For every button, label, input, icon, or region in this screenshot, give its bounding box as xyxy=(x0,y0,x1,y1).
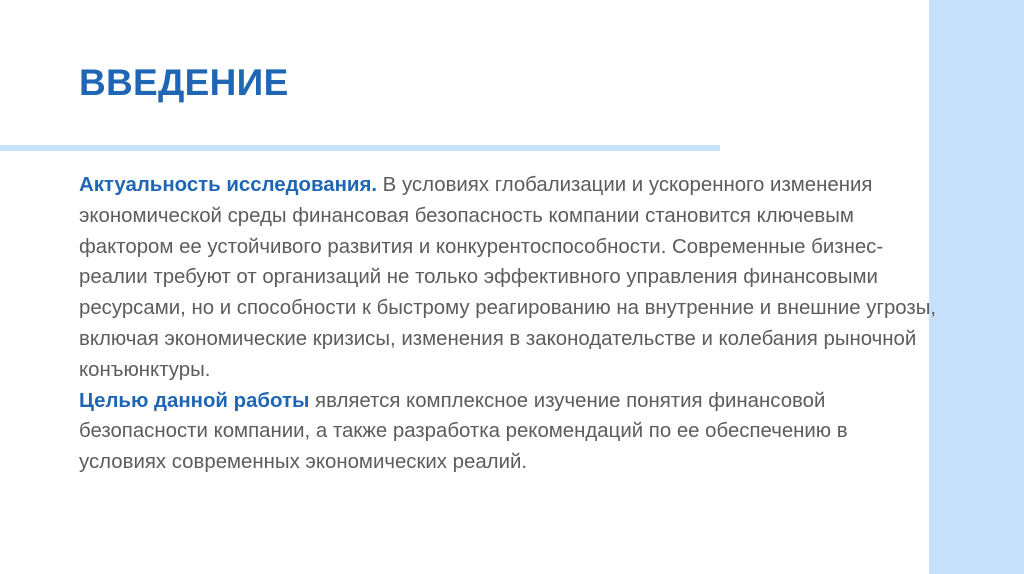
relevance-paragraph xyxy=(79,170,939,386)
relevance-heading: Актуальность исследования. xyxy=(79,174,378,196)
goal-heading: Целью данной работы xyxy=(79,389,310,412)
goal-text: является комплексное изучение понятия финансовой безопасности компании, а также разработка рекомендаций по ее обеспечению в условиях современных экономических реалий. xyxy=(79,389,848,474)
relevance-text: В условиях глобализации и ускоренного изменения экономической среды финансовая безопасность компании становится ключевым фактором ее устойчивого развития и конкурентоспособности. Современные бизнес-реалии требуют от организаций не только эффективного управления финансовыми ресурсами, но и способности к быстрому реагированию на внутренние и внешние угрозы, включая экономические кризисы, изменения в законодательстве и колебания рыночной конъюнктуры. xyxy=(79,174,937,381)
title-divider xyxy=(0,145,720,151)
slide-title: ВВЕДЕНИЕ xyxy=(79,62,289,103)
side-accent-strip xyxy=(929,0,1024,574)
slide-body xyxy=(79,170,939,478)
goal-paragraph xyxy=(79,386,939,478)
